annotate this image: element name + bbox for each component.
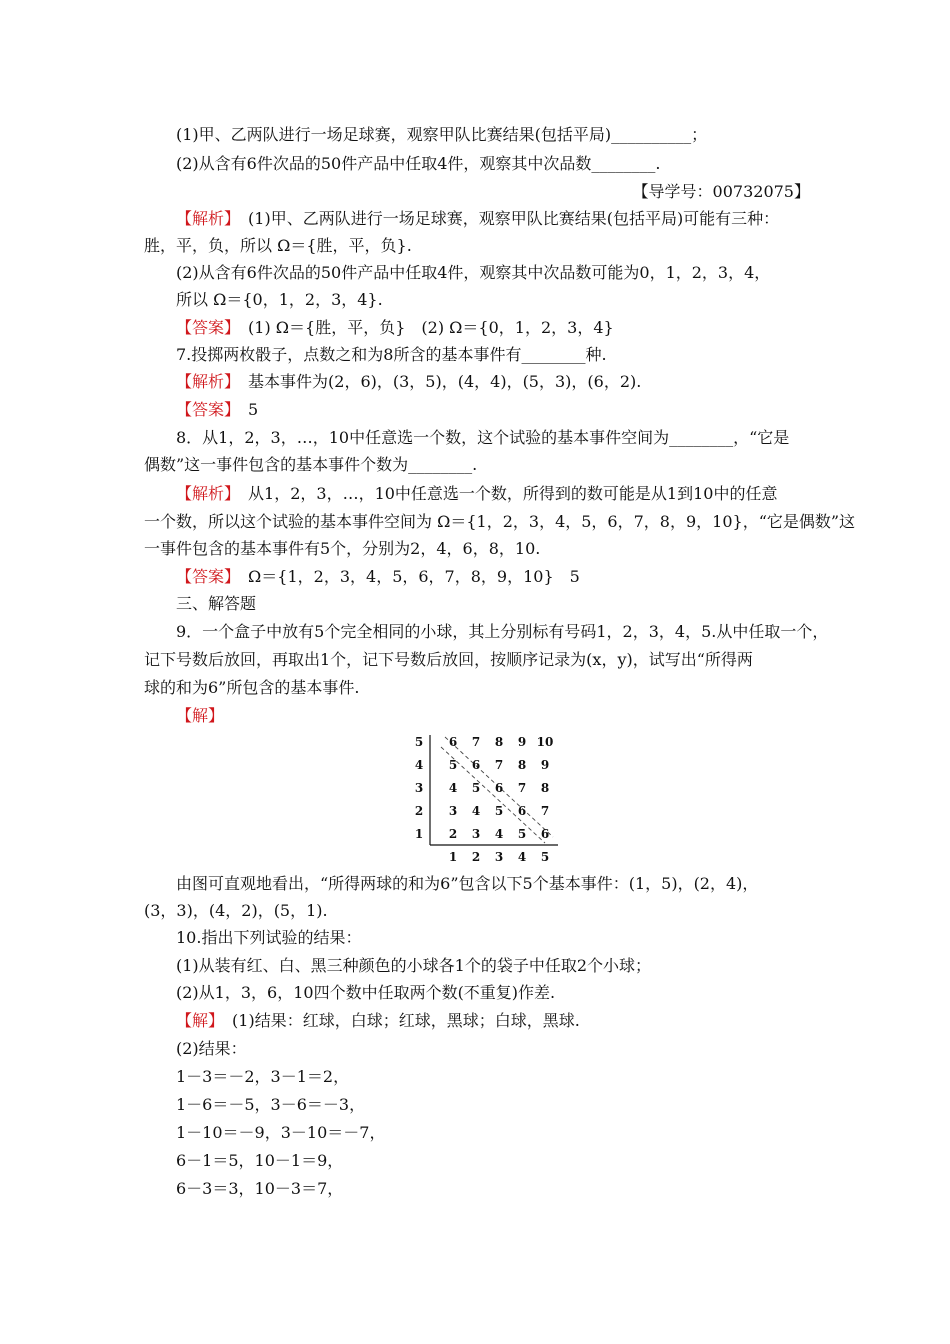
guide-number: 【导学号：00732075】 — [632, 182, 810, 201]
q10-solution-line2: (2)结果： — [176, 1039, 247, 1058]
grid-cell: 6 — [540, 827, 550, 841]
q10-part1: (1)从装有红、白、黑三种颜色的小球各1个的袋子中任取2个小球； — [176, 956, 652, 975]
q7-analysis-text: 基本事件为(2，6)，(3，5)，(4，4)，(5，3)，(6，2). — [248, 372, 642, 391]
grid-row-label: 3 — [414, 781, 424, 795]
q7-analysis — [176, 370, 641, 394]
grid-cell: 2 — [448, 827, 458, 841]
grid-cell: 4 — [494, 827, 504, 841]
q8-answer-text: Ω＝{1，2，3，4，5，6，7，8，9，10} 5 — [248, 567, 580, 586]
grid-cell: 3 — [471, 827, 481, 841]
grid-col-label: 2 — [471, 850, 481, 864]
grid-cell: 5 — [448, 758, 458, 772]
grid-cell: 6 — [448, 735, 458, 749]
section-heading: 三、解答题 — [176, 594, 257, 613]
q7-answer-text: 5 — [248, 400, 259, 419]
q8-analysis-line3: 一事件包含的基本事件有5个，分别为2，4，6，8，10. — [144, 539, 541, 558]
grid-cell: 5 — [494, 804, 504, 818]
q8-analysis-text1: 从1，2，3，…，10中任意选一个数，所得到的数可能是从1到10中的任意 — [248, 484, 778, 503]
grid-cell: 6 — [517, 804, 527, 818]
q8-answer — [176, 565, 580, 589]
sum-grid-figure — [412, 733, 562, 865]
grid-cell: 7 — [517, 781, 527, 795]
answer-tag: 【答案】 — [176, 318, 233, 337]
q10-result-row3: 1－10＝－9，3－10＝－7， — [176, 1123, 386, 1142]
q7-stem: 7.投掷两枚骰子，点数之和为8所含的基本事件有________种. — [176, 345, 607, 364]
grid-cell: 6 — [494, 781, 504, 795]
q8-stem-line2: 偶数”这一事件包含的基本事件个数为________. — [144, 455, 478, 474]
q8-stem-line1: 8．从1，2，3，…，10中任意选一个数，这个试验的基本事件空间为________，“它是 — [176, 428, 790, 447]
q9-solution-tag — [176, 704, 224, 728]
q10-stem: 10.指出下列试验的结果： — [176, 928, 362, 947]
q6-answer — [176, 316, 614, 340]
grid-row-label: 4 — [414, 758, 424, 772]
analysis-tag: 【解析】 — [176, 209, 233, 228]
q8-analysis-line2: 一个数，所以这个试验的基本事件空间为 Ω＝{1，2，3，4，5，6，7，8，9，10}，“它是偶数”这 — [144, 512, 856, 531]
grid-row-label: 2 — [414, 804, 424, 818]
q9-stem-line1: 9．一个盒子中放有5个完全相同的小球，其上分别标有号码1，2，3，4，5.从中任取一个， — [176, 622, 829, 641]
grid-cell: 5 — [517, 827, 527, 841]
grid-cell: 5 — [471, 781, 481, 795]
grid-cell: 8 — [517, 758, 527, 772]
q10-result-row2: 1－6＝－5，3－6＝－3， — [176, 1095, 366, 1114]
q8-analysis-line1 — [176, 482, 777, 506]
answer-tag: 【答案】 — [176, 567, 233, 586]
q10-solution-line1 — [176, 1009, 580, 1033]
grid-cell: 6 — [471, 758, 481, 772]
grid-row-label: 5 — [414, 735, 424, 749]
grid-cell: 8 — [494, 735, 504, 749]
q9-conclusion-line1: 由图可直观地看出，“所得两球的和为6”包含以下5个基本事件：(1，5)，(2，4)， — [176, 874, 759, 893]
grid-cell: 4 — [448, 781, 458, 795]
solution-tag: 【解】 — [176, 706, 225, 725]
solution-tag: 【解】 — [176, 1011, 217, 1030]
q10-solution-text1: (1)结果：红球，白球；红球，黑球；白球，黑球. — [232, 1011, 580, 1030]
q9-conclusion-line2: (3，3)，(4，2)，(5，1). — [144, 901, 328, 920]
q6-part1: (1)甲、乙两队进行一场足球赛，观察甲队比赛结果(包括平局)__________； — [176, 125, 708, 144]
q6-analysis-line3: (2)从含有6件次品的50件产品中任取4件，观察其中次品数可能为0，1，2，3，4， — [176, 263, 771, 282]
analysis-tag: 【解析】 — [176, 372, 233, 391]
q10-part2: (2)从1，3，6，10四个数中任取两个数(不重复)作差. — [176, 983, 556, 1002]
grid-col-label: 1 — [448, 850, 458, 864]
q9-stem-line2: 记下号数后放回，再取出1个，记下号数后放回，按顺序记录为(x，y)，试写出“所得两 — [144, 650, 753, 669]
q6-analysis-text1: (1)甲、乙两队进行一场足球赛，观察甲队比赛结果(包括平局)可能有三种： — [248, 209, 780, 228]
grid-cell: 3 — [448, 804, 458, 818]
sum-grid-svg — [412, 733, 562, 865]
analysis-tag: 【解析】 — [176, 484, 233, 503]
q6-analysis-line2: 胜，平，负，所以 Ω＝{胜，平，负}. — [144, 236, 412, 255]
grid-col-label: 5 — [540, 850, 550, 864]
grid-col-label: 3 — [494, 850, 504, 864]
grid-cell: 4 — [471, 804, 481, 818]
answer-tag: 【答案】 — [176, 400, 233, 419]
grid-row-label: 1 — [414, 827, 424, 841]
q10-result-row5: 6－3＝3，10－3＝7， — [176, 1179, 344, 1198]
grid-cell: 9 — [540, 758, 550, 772]
grid-cell: 10 — [536, 735, 554, 749]
q10-result-row1: 1－3＝－2，3－1＝2， — [176, 1067, 350, 1086]
grid-cell: 7 — [494, 758, 504, 772]
grid-cell: 7 — [540, 804, 550, 818]
q6-part2: (2)从含有6件次品的50件产品中任取4件，观察其中次品数________. — [176, 154, 661, 173]
grid-cell: 8 — [540, 781, 550, 795]
q7-answer — [176, 398, 258, 422]
grid-col-label: 4 — [517, 850, 527, 864]
grid-cell: 7 — [471, 735, 481, 749]
q9-stem-line3: 球的和为6”所包含的基本事件. — [144, 678, 360, 697]
q6-analysis-line1 — [176, 207, 779, 231]
q10-result-row4: 6－1＝5，10－1＝9， — [176, 1151, 344, 1170]
q6-analysis-line4: 所以 Ω＝{0，1，2，3，4}. — [176, 290, 383, 309]
grid-cell: 9 — [517, 735, 527, 749]
q6-answer-text: (1) Ω＝{胜，平，负} (2) Ω＝{0，1，2，3，4} — [248, 318, 614, 337]
